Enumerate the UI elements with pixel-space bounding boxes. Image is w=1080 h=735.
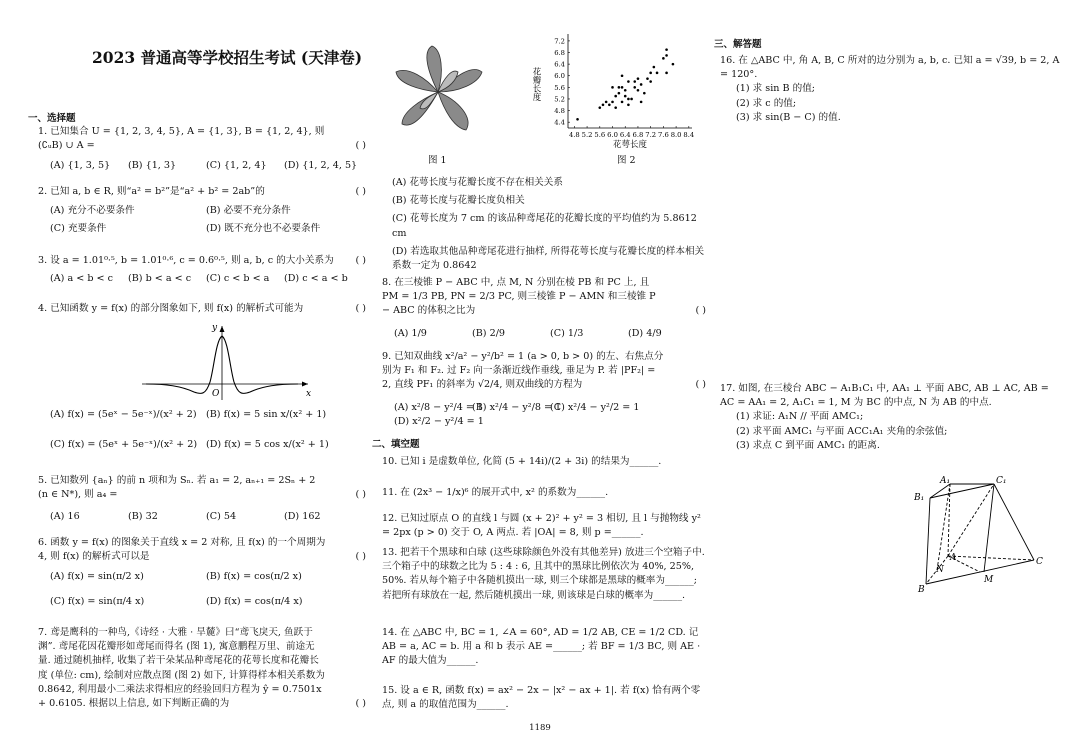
scatter-x-tick-label: 7.6	[657, 131, 669, 139]
section-fill-blank: 二、填空题	[372, 439, 420, 450]
question-1	[38, 125, 366, 174]
label-m: M	[984, 575, 994, 585]
scatter-y-tick-label: 7.2	[554, 37, 565, 46]
scatter-point	[640, 83, 643, 86]
q5-paren: ( )	[355, 489, 366, 500]
scatter-x-tick-label: 6.4	[619, 131, 631, 139]
q2-stem: 2. 已知 a, b ∈ R, 则“a² = b²”是“a² + b² = 2ab”的	[38, 186, 265, 197]
q7-option: (D) 若选取其他品种鸢尾花进行抽样, 所得花萼长度与花瓣长度的样本相关系数一定为 0.8642	[392, 245, 705, 272]
scatter-point	[618, 86, 621, 89]
label-c1: C₁	[996, 476, 1007, 486]
scatter-x-tick-label: 8.0	[670, 131, 682, 139]
scatter-point	[637, 77, 640, 80]
q9-option: (A) x²/8 − y²/4 = 1	[394, 401, 484, 413]
scatter-point	[598, 106, 601, 109]
q7-option: (A) 花萼长度与花瓣长度不存在相关关系	[392, 177, 563, 188]
q2-paren: ( )	[355, 186, 366, 197]
iris-flower-figure	[388, 42, 488, 142]
page-title: 2023 普通高等学校招生考试 (天津卷)	[92, 48, 363, 67]
q6-option: (D) f(x) = cos(π/4 x)	[206, 595, 303, 607]
q2-option: (A) 充分不必要条件	[50, 205, 135, 217]
scatter-point	[649, 72, 652, 75]
label-b1: B₁	[914, 493, 925, 503]
scatter-point	[672, 63, 675, 66]
q1-option: (C) {1, 2, 4}	[206, 160, 267, 172]
scatter-point	[624, 89, 627, 92]
scatter-chart	[530, 30, 700, 150]
scatter-point	[602, 103, 605, 106]
scatter-y-tick-label: 5.2	[554, 95, 565, 104]
scatter-x-tick-label: 6.8	[632, 131, 644, 139]
q16-part: (1) 求 sin B 的值;	[736, 83, 816, 95]
scatter-point	[621, 101, 624, 104]
scatter-point	[662, 57, 665, 60]
scatter-point	[621, 86, 624, 89]
question-10: 10. 已知 i 是虚数单位, 化简 (5 + 14i)/(2 + 3i) 的结果为______.	[382, 456, 662, 467]
scatter-x-axis-label: 花萼长度	[612, 140, 648, 150]
q3-option: (C) c < b < a	[206, 273, 270, 285]
q2-option: (D) 既不充分也不必要条件	[206, 223, 321, 235]
scatter-y-tick-label: 6.0	[554, 72, 565, 81]
q16-part: (3) 求 sin(B − C) 的值.	[736, 111, 841, 123]
question-11: 11. 在 (2x³ − 1/x)⁶ 的展开式中, x² 的系数为______.	[382, 487, 609, 498]
scatter-x-tick-label: 4.8	[568, 131, 580, 139]
scatter-point	[633, 86, 636, 89]
scatter-point	[649, 80, 652, 83]
q9-option: (C) x²/4 − y²/2 = 1	[550, 401, 640, 413]
q4-axis-x-label: x	[306, 389, 312, 399]
scatter-point	[605, 101, 608, 104]
scatter-point	[611, 86, 614, 89]
frustum-figure	[914, 474, 1054, 594]
q3-stem: 3. 设 a = 1.01⁰·⁵, b = 1.01⁰·⁶, c = 0.6⁰·⁵, 则 a, b, c 的大小关系为	[38, 255, 334, 266]
scatter-point	[633, 80, 636, 83]
q1-option: (D) {1, 2, 4, 5}	[284, 160, 358, 172]
scatter-point	[665, 48, 668, 51]
question-4	[38, 302, 366, 316]
q7-option: (C) 花萼长度为 7 cm 的该品种鸢尾花的花瓣长度的平均值约为 5.8612 cm	[392, 213, 697, 239]
label-b: B	[918, 585, 925, 594]
scatter-y-tick-label: 4.4	[554, 118, 565, 127]
q1-paren: ( )	[355, 140, 366, 151]
question-7-options	[392, 176, 706, 273]
scatter-point	[627, 80, 630, 83]
q16-stem: 16. 在 △ABC 中, 角 A, B, C 所对的边分别为 a, b, c. 已知 a = √39, b = 2, A = 120°.	[720, 55, 1060, 81]
scatter-point	[665, 72, 668, 75]
scatter-point	[618, 92, 621, 95]
q3-option: (B) b < a < c	[128, 273, 192, 285]
scatter-point	[614, 106, 617, 109]
question-17	[720, 382, 1060, 453]
question-6	[38, 536, 366, 609]
scatter-point	[608, 103, 611, 106]
q1-stem: 1. 已知集合 U = {1, 2, 3, 4, 5}, A = {1, 3}, B = {1, 2, 4}, 则 (∁ᵤB) ∪ A =	[38, 126, 325, 152]
scatter-x-tick-label: 8.4	[683, 131, 695, 139]
q4-option: (A) f(x) = (5eˣ − 5e⁻ˣ)/(x² + 2)	[50, 409, 197, 420]
scatter-x-tick-label: 5.6	[594, 131, 606, 139]
q5-option: (B) 32	[128, 511, 158, 523]
scatter-point	[627, 103, 630, 106]
scatter-point	[646, 77, 649, 80]
question-7	[38, 626, 366, 711]
q4-origin-label: O	[212, 389, 220, 399]
scatter-point	[656, 72, 659, 75]
q6-option: (A) f(x) = sin(π/2 x)	[50, 571, 144, 583]
question-2	[38, 185, 366, 237]
q2-option: (C) 充要条件	[50, 223, 107, 235]
scatter-point	[624, 95, 627, 98]
scatter-point	[621, 74, 624, 77]
q17-part: (2) 求平面 AMC₁ 与平面 ACC₁A₁ 夹角的余弦值;	[736, 425, 948, 437]
q4-option: (B) f(x) = 5 sin x/(x² + 1)	[206, 409, 327, 420]
q3-option: (A) a < b < c	[50, 273, 113, 285]
q5-option: (D) 162	[284, 511, 321, 523]
scatter-x-tick-label: 6.0	[607, 131, 618, 139]
q6-paren: ( )	[355, 551, 366, 562]
question-3	[38, 254, 366, 286]
q4-paren: ( )	[355, 303, 366, 314]
label-a: A	[950, 553, 957, 563]
q8-option: (C) 1/3	[550, 327, 584, 339]
q5-option: (A) 16	[50, 511, 80, 523]
scatter-y-tick-label: 5.6	[554, 83, 565, 92]
q6-option: (B) f(x) = cos(π/2 x)	[206, 571, 302, 583]
figure-2-caption: 图 2	[617, 155, 636, 166]
q4-option: (C) f(x) = (5eˣ + 5e⁻ˣ)/(x² + 2)	[50, 439, 198, 451]
scatter-y-axis-label: 花瓣长度	[531, 67, 541, 101]
q9-option: (D) x²/2 − y²/4 = 1	[394, 415, 484, 427]
q1-option: (A) {1, 3, 5}	[50, 160, 111, 172]
scatter-y-tick-label: 4.8	[554, 107, 565, 116]
q4-stem: 4. 已知函数 y = f(x) 的部分图象如下, 则 f(x) 的解析式可能为	[38, 303, 304, 314]
scatter-point	[630, 98, 633, 101]
q4-option: (D) f(x) = 5 cos x/(x² + 1)	[206, 439, 329, 451]
q5-option: (C) 54	[206, 511, 237, 523]
question-8	[382, 276, 706, 341]
q9-option: (B) x²/4 − y²/8 = 1	[472, 401, 562, 413]
scatter-point	[665, 54, 668, 57]
q7-paren: ( )	[355, 698, 366, 710]
figure-1-caption: 图 1	[428, 155, 447, 166]
q9-paren: ( )	[695, 379, 706, 390]
q4-function-graph	[136, 322, 316, 402]
scatter-point	[653, 66, 656, 69]
scatter-point	[614, 95, 617, 98]
section-choice: 一、选择题	[28, 113, 76, 124]
q1-option: (B) {1, 3}	[128, 160, 177, 172]
q8-option: (D) 4/9	[628, 327, 662, 339]
label-a1: A₁	[940, 476, 951, 486]
q6-stem: 6. 函数 y = f(x) 的图象关于直线 x = 2 对称, 且 f(x) 的一个周期为 4, 则 f(x) 的解析式可以是	[38, 537, 326, 563]
question-13: 13. 把若干个黑球和白球 (这些球除颜色外没有其他差异) 放进三个空箱子中. 三个箱子中的球数之比为 5 : 4 : 6, 且其中的黑球比例依次为 40%, 25%, 50%. 若从每个箱子中各随机摸出一球, 则三个球都是黑球的概率为______; 若把所有球放在一起, 然后随机摸出一球, 则该球是白球的概率为______.	[382, 547, 705, 601]
section-answer: 三、解答题	[714, 39, 762, 50]
question-12: 12. 已知过原点 O 的直线 l 与圆 (x + 2)² + y² = 3 相切, 且 l 与抛物线 y² = 2px (p > 0) 交于 O, A 两点. 若 |OA| = 8, 则 p =______.	[382, 513, 701, 539]
q3-paren: ( )	[355, 255, 366, 266]
question-9	[382, 350, 706, 429]
question-15: 15. 设 a ∈ R, 函数 f(x) = ax² − 2x − |x² − ax + 1|. 若 f(x) 恰有两个零点, 则 a 的取值范围为______.	[382, 685, 701, 711]
q2-option: (B) 必要不充分条件	[206, 205, 291, 217]
question-14: 14. 在 △ABC 中, BC = 1, ∠A = 60°, AD = 1/2 AB, CE = 1/2 CD. 记 AB = a, AC = b. 用 a 和 b 表示 AE =______; 若 BF = 1/3 BC, 则 AE · AF 的最大值为______.	[382, 627, 701, 667]
scatter-y-tick-label: 6.8	[554, 49, 565, 58]
q5-stem: 5. 已知数列 {aₙ} 的前 n 项和为 Sₙ. 若 a₁ = 2, aₙ₊₁ = 2Sₙ + 2 (n ∈ N*), 则 a₄ =	[38, 475, 316, 501]
scatter-point	[576, 118, 579, 121]
scatter-point	[637, 89, 640, 92]
q17-stem: 17. 如图, 在三棱台 ABC − A₁B₁C₁ 中, AA₁ ⊥ 平面 ABC, AB ⊥ AC, AB = AC = AA₁ = 2, A₁C₁ = 1, M 为 BC 的中点, N 为 AB 的中点.	[720, 383, 1049, 409]
scatter-point	[640, 101, 643, 104]
label-c: C	[1036, 557, 1043, 567]
question-16	[720, 54, 1060, 125]
q9-stem: 9. 已知双曲线 x²/a² − y²/b² = 1 (a > 0, b > 0) 的左、右焦点分别为 F₁ 和 F₂. 过 F₂ 向一条渐近线作垂线, 垂足为 P. 若 |PF₂| = 2, 直线 PF₁ 的斜率为 √2/4, 则双曲线的方程为	[382, 351, 664, 391]
scatter-x-tick-label: 5.2	[581, 131, 593, 139]
q8-paren: ( )	[695, 305, 706, 316]
page-number: 1189	[529, 723, 551, 733]
scatter-x-tick-label: 7.2	[645, 131, 657, 139]
scatter-point	[643, 92, 646, 95]
q8-option: (B) 2/9	[472, 327, 506, 339]
question-5	[38, 474, 366, 525]
q4-axis-y-label: y	[212, 323, 218, 333]
scatter-point	[627, 98, 630, 101]
q17-part: (3) 求点 C 到平面 AMC₁ 的距离.	[736, 439, 880, 451]
q7-stem: 7. 鸢是鹰科的一种鸟,《诗经 · 大雅 · 旱麓》曰“鸢飞戾天, 鱼跃于渊”. 鸢尾花因花瓣形如鸢尾而得名 (图 1), 寓意鹏程万里、前途无量. 通过随机抽样, 收集了若干朵某品种鸢尾花的花萼长度和花瓣长度 (单位: cm), 绘制对应散点图 (图 2) 如下, 计算得样本相关系数为 0.8642, 利用最小二乘法求得相应的经验回归方程为 ŷ = 0.7501x + 0.6105. 根据以上信息, 如下判断正确的为	[38, 627, 325, 710]
scatter-y-tick-label: 6.4	[554, 60, 565, 69]
label-n: N	[936, 565, 944, 575]
q7-option: (B) 花萼长度与花瓣长度负相关	[392, 195, 525, 207]
q6-option: (C) f(x) = sin(π/4 x)	[50, 595, 145, 607]
q3-option: (D) c < a < b	[284, 273, 348, 285]
question-4-options	[50, 408, 366, 452]
q8-option: (A) 1/9	[394, 327, 427, 339]
q8-stem: 8. 在三棱锥 P − ABC 中, 点 M, N 分别在棱 PB 和 PC 上, 且 PM = 1/3 PB, PN = 2/3 PC, 则三棱锥 P − AMN 和三棱锥 P − ABC 的体积之比为	[382, 277, 656, 317]
scatter-point	[611, 101, 614, 104]
q16-part: (2) 求 c 的值;	[736, 97, 797, 109]
q17-part: (1) 求证: A₁N // 平面 AMC₁;	[736, 411, 864, 423]
